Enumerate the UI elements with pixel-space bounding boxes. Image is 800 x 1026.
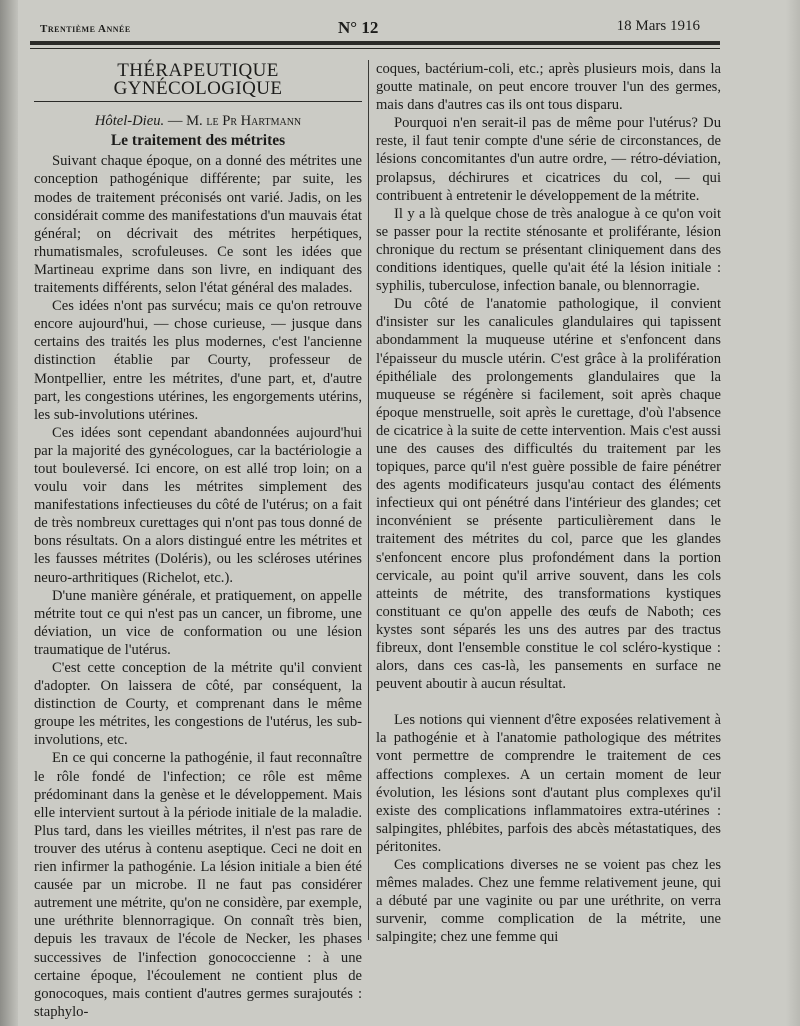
paragraph: Pourquoi n'en serait-il pas de même pour l'utérus? Du reste, il faut tenir compte d'une série de circonstances, de lésions concomitantes d'un autre ordre, — rétro-déviation, prolapsus, déchirures et cicatrices du col, — qui contribuent à entretenir le développement de la métrite. bbox=[376, 115, 721, 204]
byline-place: Hôtel-Dieu. bbox=[94, 113, 165, 130]
paragraph: Suivant chaque époque, on a donné des métrites une conception pathogénique différente; par suite, les modes de traitement préconisés ont varié. Jadis, on les considérait comme des manifestations d'un mauvais état général; on décrivait des métrites herpétiques, rhumatismales, scrofuleuses. Ce sont les idées que Martineau exprime dans son livre, en indiquant des traitements différents, selon l'état général des malades. bbox=[34, 153, 362, 297]
left-column bbox=[34, 60, 362, 1021]
page-gutter-shadow bbox=[0, 0, 18, 1026]
right-column bbox=[376, 60, 721, 947]
paragraph: En ce qui concerne la pathogénie, il faut reconnaître le rôle fondé de l'infection; ce rôle est même prédominant dans la genèse et le développement. Mais elle intervient surtout à la période initiale de la maladie. Plus tard, dans les vieilles métrites, il n'est pas rare de trouver des utérus à contenu aseptique. Ceci ne doit en rien infirmer la pathogénie. La lésion initiale a bien été causée par un microbe. Il ne faut pas considérer autrement une métrite, qu'on ne considère, par exemple, une uréthrite blennorragique. On connaît très bien, depuis les travaux de l'école de Necker, les phases successives de l'infection gonococcienne : à une certaine époque, l'écoulement ne contient plus de gonocoques, mais contient d'autres germes surajoutés : staphylo- bbox=[34, 750, 362, 1020]
article-title: Le traitement des métrites bbox=[110, 132, 286, 150]
header-rule-thick bbox=[30, 41, 720, 45]
issue-number: N° 12 bbox=[338, 18, 379, 37]
header-rule-thin bbox=[30, 48, 720, 49]
page-header bbox=[40, 16, 720, 40]
paragraph: Ces idées sont cependant abandonnées aujourd'hui par la majorité des gynécologues, car la bactériologie a tout bouleversé. Ici encore, on est allé trop loin; on a voulu voir dans les métrites simplement des manifestations infectieuses du côté de l'utérus; on a fait de très nombreux curettages qui n'ont pas tous donné de bons résultats. On a alors distingué entre les métrites et les fausses métrites (Doléris), ou les scléroses utérines neuro-arthritiques (Richelot, etc.). bbox=[34, 424, 362, 586]
paragraph: Du côté de l'anatomie pathologique, il convient d'insister sur les canalicules glandulaires qui tapissent abondamment la muqueuse utérine et s'enfoncent dans l'épaisseur du muscle utérin. C'est grâce à la prolifération épithéliale des prolongements glandulaires que la muqueuse se régénère si facilement, soit après chaque époque menstruelle, soit après le curettage, d'où l'absence de cicatrice à la suite de cette intervention. Mais c'est aussi une des causes des difficultés du traitement par les topiques, parce qu'il n'est guère possible de faire pénétrer des agents modificateurs jusqu'au contact des éléments infectieux qui ont pénétré dans l'intérieur des glandes; cet inconvénient se présente particulièrement dans le traitement des métrites du col, parce que les glandes s'enfoncent encore plus profondément dans la portion cervicale, au point qu'il arrive souvent, dans les cols atteints de métrite, des transformations kystiques constituant ce qu'on appelle des œufs de Naboth; ces kystes sont séparés les uns des autres par des tractus fibreux, dont l'ensemble constitue le col scléro-kystique : alors, dans ces cas-là, les pansements en surface ne peuvent aboutir à aucun résultat. bbox=[376, 296, 721, 693]
paragraph: C'est cette conception de la métrite qu'il convient d'adopter. On laissera de côté, par conséquent, la distinction de Courty, et comprenant dans le même groupe les métrites, les congestions de l'utérus, les sub-involutions, etc. bbox=[34, 660, 362, 749]
column-divider bbox=[368, 60, 369, 940]
byline-author: — M. le Pr Hartmann bbox=[167, 113, 302, 130]
page-edge bbox=[786, 0, 800, 1026]
volume-label: Trentième Année bbox=[40, 23, 131, 35]
paragraph: Les notions qui viennent d'être exposées relativement à la pathogénie et à l'anatomie pathologique des métrites vont permettre de comprendre le traitement de ces affections complexes. A un certain moment de leur évolution, les lésions sont d'autant plus complexes qu'il existe des complications inflammatoires extra-utérines : salpingites, phlébites, parfois des abcès métastatiques, des péritonites. bbox=[376, 712, 721, 855]
byline bbox=[34, 112, 362, 130]
paragraph: Ces idées n'ont pas survécu; mais ce qu'on retrouve encore aujourd'hui, — chose curieuse, — jusque dans certains des traités les plus modernes, c'est l'ancienne distinction établie par Courty, professeur de Montpellier, entre les métrites, d'une part, et, d'autre part, les congestions utérines, les engorgements utérins, les sub-involutions utérines. bbox=[34, 298, 362, 423]
section-title: THÉRAPEUTIQUE GYNÉCOLOGIQUE bbox=[34, 62, 362, 102]
paragraph: coques, bactérium-coli, etc.; après plusieurs mois, dans la goutte matinale, on peut encore trouver l'un des germes, mais dans d'autres cas ils ont tous disparu. bbox=[376, 61, 721, 114]
paragraph: Ces complications diverses ne se voient pas chez les mêmes malades. Chez une femme relativement jeune, qui a débuté par une vaginite ou par une uréthrite, on verra survenir, comme complication de la métrite, une salpingite; chez une femme qui bbox=[376, 857, 721, 946]
paragraph: D'une manière générale, et pratiquement, on appelle métrite tout ce qui n'est pas un cancer, un fibrome, une déviation, un vice de conformation ou une lésion traumatique de l'utérus. bbox=[34, 587, 362, 658]
issue-date: 18 Mars 1916 bbox=[616, 18, 700, 34]
paragraph: Il y a là quelque chose de très analogue à ce qu'on voit se passer pour la rectite sténosante et proliférante, lésion chronique du rectum se présentant cliniquement dans des conditions identiques, quelle qu'ait été la lésion initiale : syphilis, tuberculose, infection banale, ou blennorragie. bbox=[376, 205, 721, 295]
